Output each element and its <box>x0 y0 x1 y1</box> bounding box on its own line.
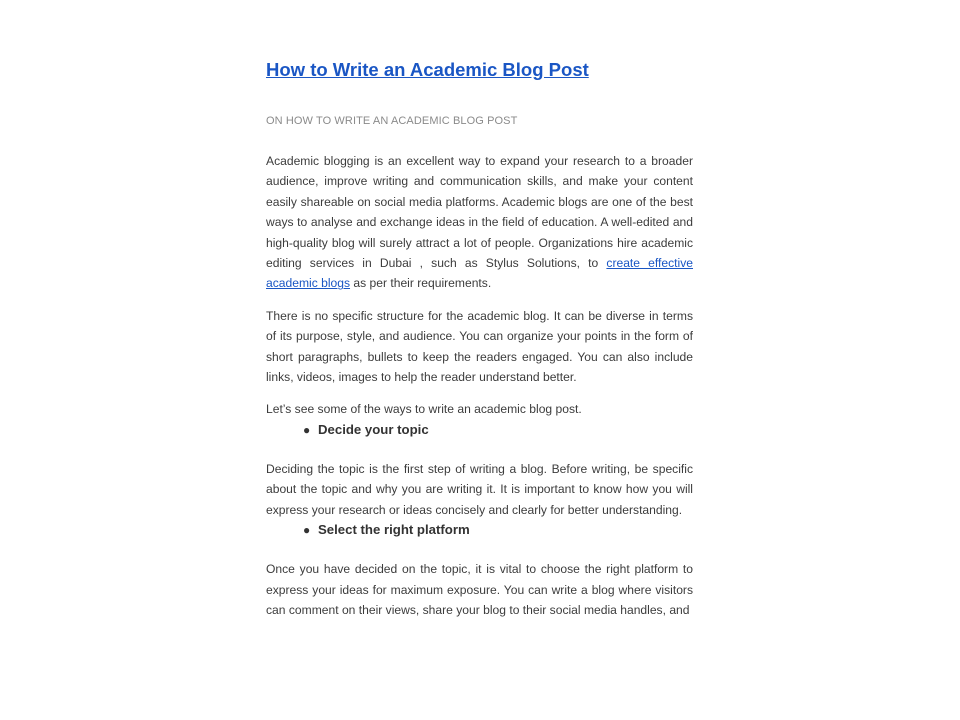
article-title-link[interactable]: How to Write an Academic Blog Post <box>266 59 589 80</box>
intro-text-before-link: Academic blogging is an excellent way to expand your research to a broader audience, improve writing and communication skills, and make your content easily shareable on social media platforms. Academic blogs are one of the best ways to analyse and exchange ideas in the field of education. A well-edited and high-quality blog will surely attract a lot of people. Organizations hire academic editing services in Dubai , such as Stylus Solutions, to <box>266 154 693 271</box>
bullet-list-platform <box>266 520 693 540</box>
section-heading-label: Select the right platform <box>318 522 470 538</box>
section-heading-decide-topic <box>266 420 693 440</box>
bullet-icon: ● <box>303 523 311 538</box>
intro-paragraph <box>266 151 693 294</box>
article-subtitle: ON HOW TO WRITE AN ACADEMIC BLOG POST <box>266 115 518 127</box>
section-heading-select-platform <box>266 520 693 540</box>
section-heading-label: Decide your topic <box>318 421 429 437</box>
intro-text-after-link: as per their requirements. <box>350 276 492 291</box>
structure-paragraph: There is no specific structure for the academic blog. It can be diverse in terms of its purpose, style, and audience. You can organize your points in the form of short paragraphs, bullets to keep the readers engaged. You can also include links, videos, images to help the reader understand better. <box>266 308 693 385</box>
article <box>266 56 693 620</box>
select-platform-paragraph: Once you have decided on the topic, it is vital to choose the right platform to express your ideas for maximum exposure. You can write a blog where visitors can comment on their views, share your blog to their social media handles, and <box>266 562 693 617</box>
bullet-icon: ● <box>303 422 311 437</box>
ways-intro-paragraph: Let’s see some of the ways to write an academic blog post. <box>266 402 582 417</box>
create-effective-academic-blogs-link[interactable]: create effective academic blogs <box>266 256 693 291</box>
decide-topic-paragraph: Deciding the topic is the first step of writing a blog. Before writing, be specific about the topic and why you are writing it. It is important to know how you will express your research or ideas concisely and clearly for better understanding. <box>266 461 693 517</box>
bullet-list-topic <box>266 420 693 440</box>
